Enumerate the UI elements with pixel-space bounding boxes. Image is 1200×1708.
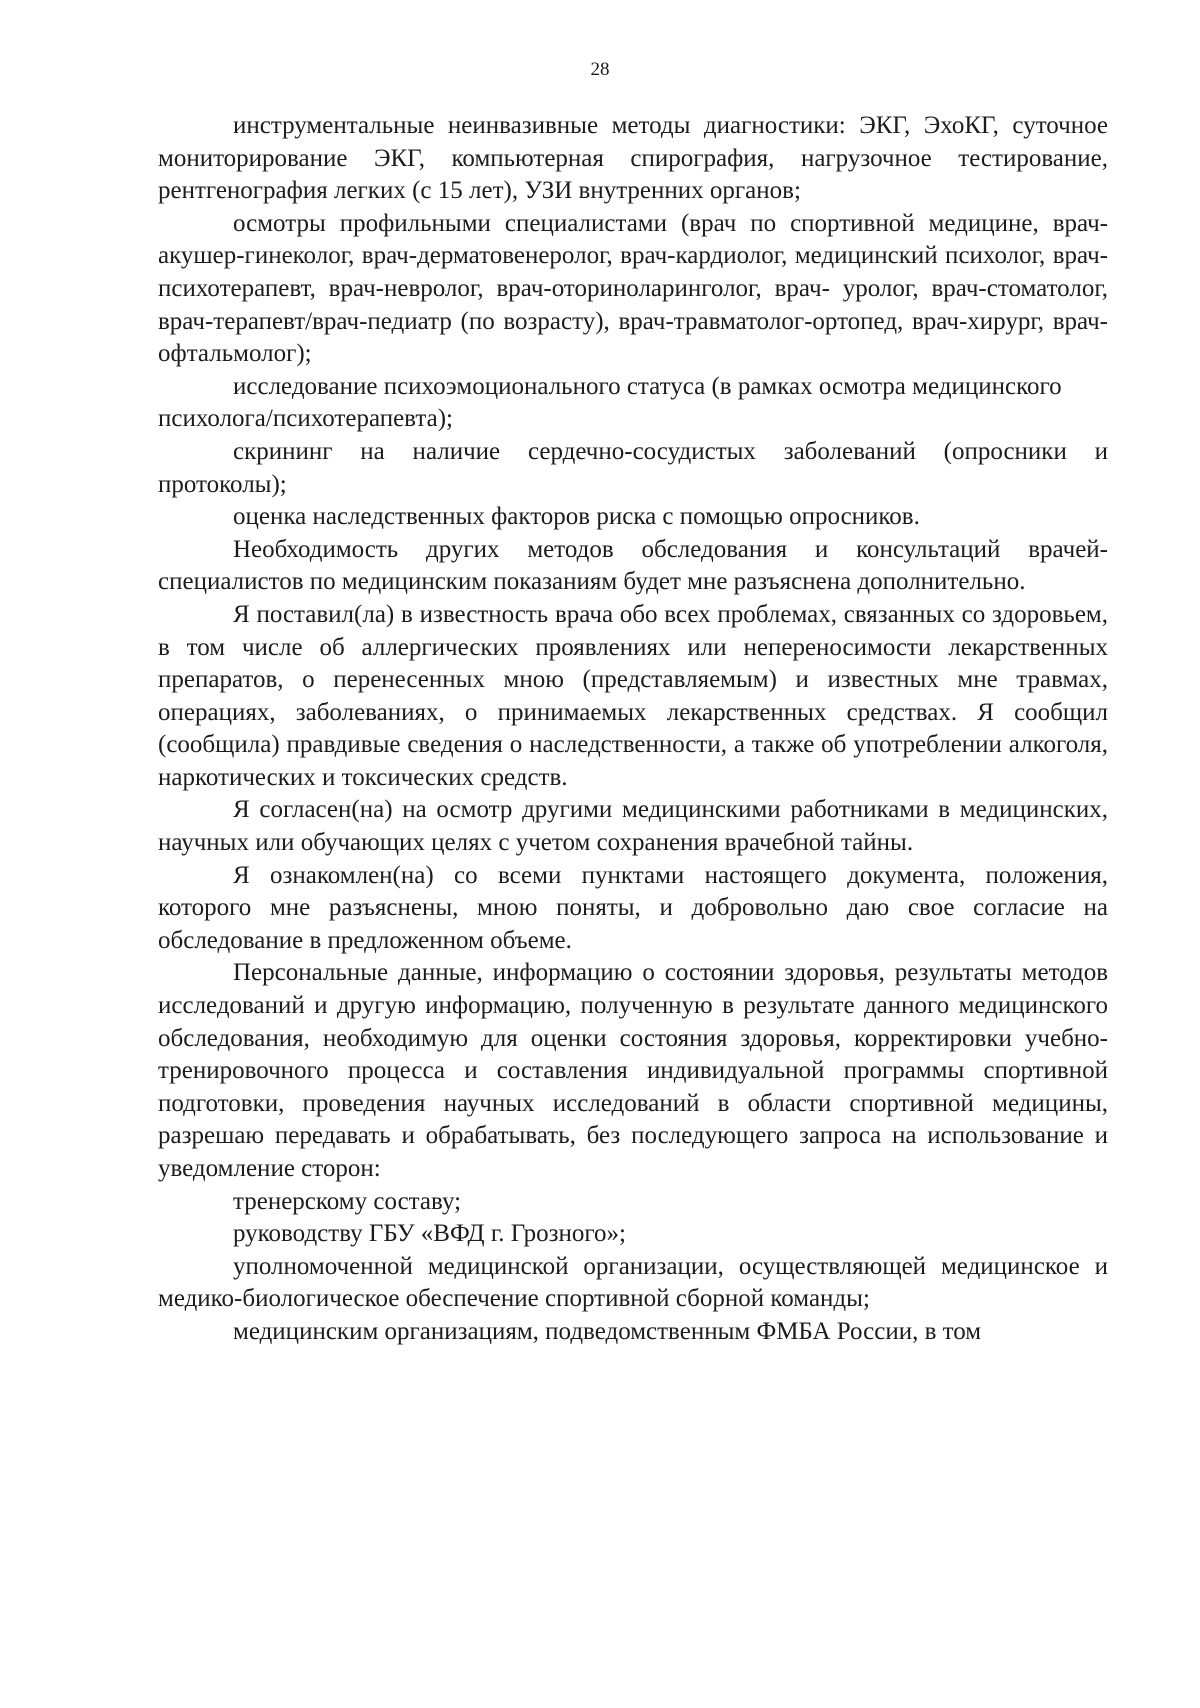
paragraph-acquainted: Я ознакомлен(на) со всеми пунктами настоящего документа, положения, которого мне разъяснены, мною поняты, и добровольно даю свое согласие на обследование в предложенном объеме. [158, 861, 1108, 954]
document-body [158, 110, 1108, 1349]
list-item-authorized-organization: уполномоченной медицинской организации, осуществляющей медицинское и медико-биологическое обеспечение спортивной сборной команды; [158, 1252, 1108, 1313]
paragraph-cardio-screening: скрининг на наличие сердечно-сосудистых заболеваний (опросники и протоколы); [158, 437, 1108, 498]
paragraph-consent-examination: Я согласен(на) на осмотр другими медицинскими работниками в медицинских, научных или обучающих целях с учетом сохранения врачебной тайны. [158, 796, 1108, 857]
paragraph-diagnostics: инструментальные неинвазивные методы диагностики: ЭКГ, ЭхоКГ, суточное мониторирование ЭКГ, компьютерная спирография, нагрузочное тестирование, рентгенография легких (с 15 лет), УЗИ внутренних органов; [158, 112, 1108, 205]
list-item-coaching-staff: тренерскому составу; [233, 1187, 462, 1215]
list-item-management: руководству ГБУ «ВФД г. Грозного»; [233, 1220, 626, 1248]
paragraph-specialists: осмотры профильными специалистами (врач по спортивной медицине, врач-акушер-гинеколог, врач-дерматовенеролог, врач-кардиолог, медицинский психолог, врач-психотерапевт, врач-невролог, врач-оториноларинголог, врач- уролог, врач-стоматолог, врач-терапевт/врач-педиатр (по возрасту), врач-травматолог-ортопед, врач-хирург, врач-офтальмолог); [158, 209, 1108, 368]
page-number: 28 [590, 59, 610, 80]
paragraph-personal-data: Персональные данные, информацию о состоянии здоровья, результаты методов исследований и другую информацию, полученную в результате данного медицинского обследования, необходимую для оценки состояния здоровья, корректировки учебно-тренировочного процесса и составления индивидуальной программы спортивной подготовки, проведения научных исследований в области спортивной медицины, разрешаю передавать и обрабатывать, без последующего запроса на использование и уведомление сторон: [158, 959, 1108, 1182]
paragraph-hereditary-factors: оценка наследственных факторов риска с помощью опросников. [233, 503, 920, 531]
paragraph-informed-doctor: Я поставил(ла) в известность врача обо всех проблемах, связанных со здоровьем, в том числе об аллергических проявлениях или непереносимости лекарственных препаратов, о перенесенных мною (представляемым) и известных мне травмах, операциях, заболеваниях, о принимаемых лекарственных средствах. Я сообщил (сообщила) правдивые сведения о наследственности, а также об употреблении алкоголя, наркотических и токсических средств. [158, 600, 1108, 791]
list-item-fmba-organizations: медицинским организациям, подведомственным ФМБА России, в том [233, 1317, 982, 1345]
paragraph-psycho-status: исследование психоэмоционального статуса (в рамках осмотра медицинского психолога/психотерапевта); [158, 372, 1062, 433]
paragraph-other-methods: Необходимость других методов обследования и консультаций врачей-специалистов по медицинским показаниям будет мне разъяснена дополнительно. [158, 535, 1108, 596]
